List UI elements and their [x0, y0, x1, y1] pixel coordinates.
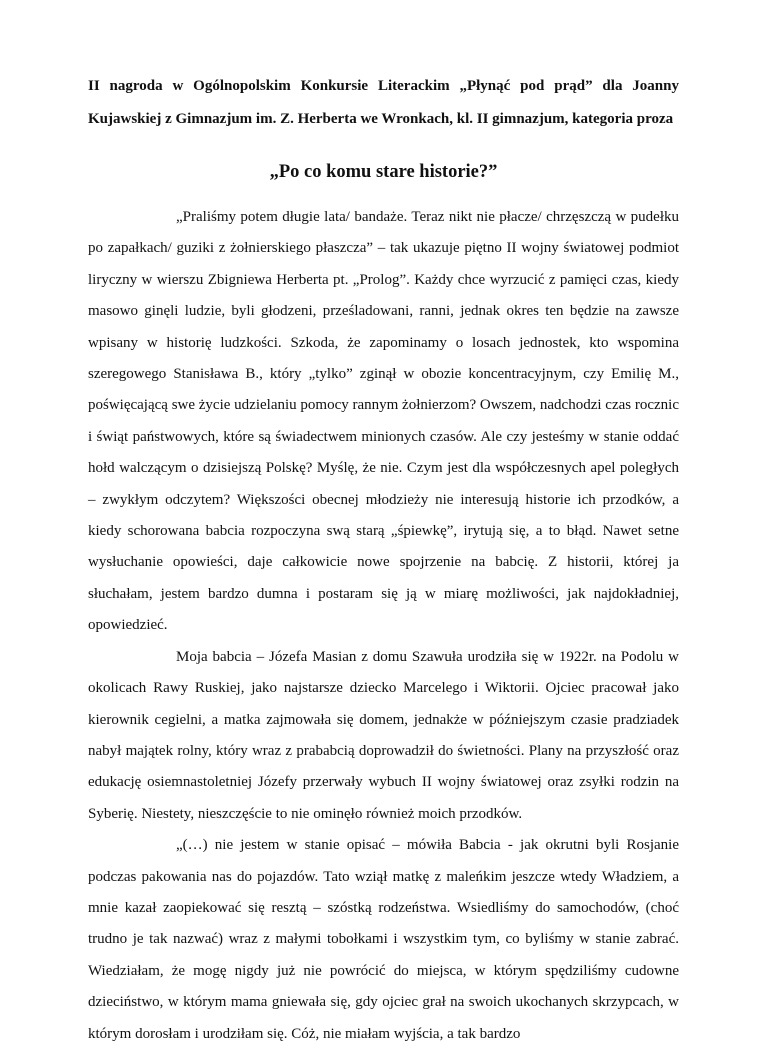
document-title: „Po co komu stare historie?” — [269, 162, 498, 182]
award-header: II nagroda w Ogólnopolskim Konkursie Literackim „Płynąć pod prąd” dla Joanny Kujawskiej z Gimnazjum im. Z. Herberta we Wronkach, kl. II gimnazjum, kategoria proza — [88, 78, 679, 127]
body-paragraph: „(…) nie jestem w stanie opisać – mówiła Babcia - jak okrutni byli Rosjanie podczas pakowania nas do pojazdów. Tato wziął matkę z maleńkim jeszcze wtedy Władziem, a mnie kazał zaopiekować się resztą – szóstką rodzeństwa. Wsiedliśmy do samochodów, (choć trudno je tak nazwać) wraz z małymi tobołkami i wszystkim tym, co byliśmy w stanie zabrać. Wiedziałam, że mogę nigdy już nie powrócić do miejsca, w którym spędziliśmy cudowne dzieciństwo, w którym mama gniewała się, gdy ojciec grał na swoich ukochanych skrzypcach, w którym dorosłam i urodziłam się. Cóż, nie miałam wyjścia, a tak bardzo — [88, 837, 679, 1042]
body-paragraph: „Praliśmy potem długie lata/ bandaże. Teraz nikt nie płacze/ chrzęszczą w pudełku po zapałkach/ guziki z żołnierskiego płaszcza” – tak ukazuje piętno II wojny światowej podmiot liryczny w wierszu Zbigniewa Herberta pt. „Prolog”. Każdy chce wyrzucić z pamięci czas, kiedy masowo ginęli ludzie, byli głodzeni, prześladowani, ranni, jednak okres ten będzie na zawsze wpisany w historię ludzkości. Szkoda, że zapominamy o losach jednostek, kto wspomina szeregowego Stanisława B., który „tylko” zginął w obozie koncentracyjnym, czy Emilię M., poświęcającą swe życie udzielaniu pomocy rannym żołnierzom? Owszem, nadchodzi czas rocznic i świąt państwowych, które są świadectwem minionych czasów. Ale czy jesteśmy w stanie oddać hołd walczącym o dzisiejszą Polskę? Myślę, że nie. Czym jest dla współczesnych apel poległych – zwykłym odczytem? Większości obecnej młodzieży nie interesują historie ich przodków, a kiedy schorowana babcia rozpoczyna swą starą „śpiewkę”, irytują się, a to błąd. Nawet setne wysłuchanie opowieści, daje całkowicie nowe spojrzenie na babcię. Z historii, której ja słuchałam, jestem bardzo dumna i postaram się ją w miarę możliwości, jak najdokładniej, opowiedzieć. — [88, 209, 679, 634]
document-page — [88, 70, 679, 1050]
body-paragraph: Moja babcia – Józefa Masian z domu Szawuła urodziła się w 1922r. na Podolu w okolicach Rawy Ruskiej, jako najstarsze dziecko Marcelego i Wiktorii. Ojciec pracował jako kierownik cegielni, a matka zajmowała się domem, jednakże w późniejszym czasie pradziadek nabył majątek rolny, który wraz z prababcią doprowadził do świetności. Plany na przyszłość oraz edukację osiemnastoletniej Józefy przerwały wybuch II wojny światowej oraz zsyłki rodzin na Syberię. Niestety, nieszczęście to nie ominęło również moich przodków. — [88, 648, 679, 822]
